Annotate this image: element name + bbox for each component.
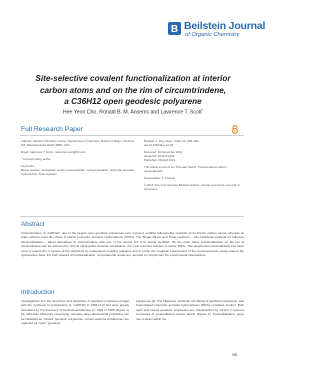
journal-name: Beilstein Journal — [184, 20, 266, 32]
abstract-text: Circumtrindene (4, C36H12), one of the largest open geodesic polyarenes ever reported, exhibits fullerene-like reactivity at its interior carbon atoms, whereas its edge carbons react like those of planar polycyclic aromatic hydrocarbons (PAHs). The Bingel–Hirsch and Prato reactions – two traditional methods for fullerene functionalization – afford derivatives of circumtrindene with one of the interior 6:6 C=C bonds modified. On the other hand, functionalization on the rim of circumtrindene can be achieved by normal electrophilic aromatic substitution, the most common reaction of planar PAHs. This peripheral functionalization has been used to extend the π-system of the polyarene by subsequent coupling reactions and to probe the magnetic environment of the concave/convex space around the hydrocarbon bowl. For both classes of functionalization, computational results are reported to complement the experimental observations. — [21, 231, 244, 258]
article-info-right — [144, 139, 244, 191]
affiliation-address: Address: Merkert Chemistry Center, Department of Chemistry, Boston College, Chestnut Hill, Massachusetts 02467-3860, USA — [21, 139, 135, 147]
title-line-1: Site-selective covalent functionalization at interior — [35, 74, 231, 83]
accepted-date: Accepted: 03 April 2014 — [144, 154, 175, 158]
received-date: Received: 16 December 2013 — [144, 150, 183, 154]
title-line-3: a C36H12 open geodesic polyarene — [64, 97, 202, 107]
article-info-left — [21, 139, 137, 176]
page-number: 956 — [232, 353, 238, 357]
introduction-left-column: Investigations into the structures and properties of geodesic polyarenes began with the synthesis of corannulene (1, C20H10) in 1966 [1,2] and were greatly stimulated by the discovery of buckminsterfullerene (2, C60) in 1985 (Figure 1) [3]. Whereas fullerenes comprising complete three-dimensional polyhedra can be classified as "closed" geodesic polyarenes, curved sections of fullerenes are regarded as "open" geodesic — [21, 299, 129, 326]
keywords-label: Keywords: — [21, 164, 35, 168]
license-note: © 2014 Cho et al; licensee Beilstein-Institut. License and terms: see end of document. — [144, 183, 240, 191]
corresponding-author-note: * Corresponding author — [21, 157, 51, 161]
article-title — [20, 73, 246, 108]
title-line-2: carbon atoms and on the rim of circumtrindene, — [39, 85, 227, 95]
open-access-icon — [231, 125, 239, 134]
contact-email[interactable]: Email: Lawrence T. Scott - lawrence.scott@bc.edu — [21, 150, 86, 154]
journal-subtitle: of Organic Chemistry — [185, 32, 240, 38]
beilstein-b-icon — [168, 22, 181, 35]
author-list: Hee Yeon Cho, Ronald B. M. Ansems and Lawrence T. Scott* — [62, 108, 204, 116]
guest-editor: Guest Editor: A. Krueger — [144, 176, 176, 180]
thematic-series-note[interactable]: This article is part of the Thematic Series "Functionalized carbon nanomaterials". — [144, 165, 227, 173]
svg-text:B: B — [170, 24, 179, 35]
author-names: Hee Yeon Cho, Ronald B. M. Ansems and Lawrence T. Scott — [62, 109, 202, 116]
introduction-right-column: polyarenes [4]. The fullerenes constitute one family of geodesic polyarenes, and bowl-shaped polycyclic aromatic hydrocarbons (PAHs) constitute another. Both open and closed geodesic polyarenes are characterized by curved π-systems composed of pyramidalized carbon atoms (Figure 2). Pyramidalization gives rise to strain within the — [136, 299, 244, 321]
citation: Beilstein J. Org. Chem. 2014, 10, 956–962. — [144, 139, 200, 143]
paper-info-divider — [20, 216, 244, 217]
keywords-list: Bingel reaction; buckybowl; carbon nanomaterials; cyclopropanation; polycyclic aromatic hydrocarbon; Prato reaction — [21, 168, 134, 176]
paper-type-label: Full Research Paper — [21, 126, 83, 133]
introduction-heading: Introduction — [21, 289, 55, 296]
doi-link[interactable]: doi:10.3762/bjoc.10.94 — [144, 143, 174, 147]
published-date: Published: 29 April 2014 — [144, 158, 176, 162]
abstract-heading: Abstract — [21, 221, 45, 228]
